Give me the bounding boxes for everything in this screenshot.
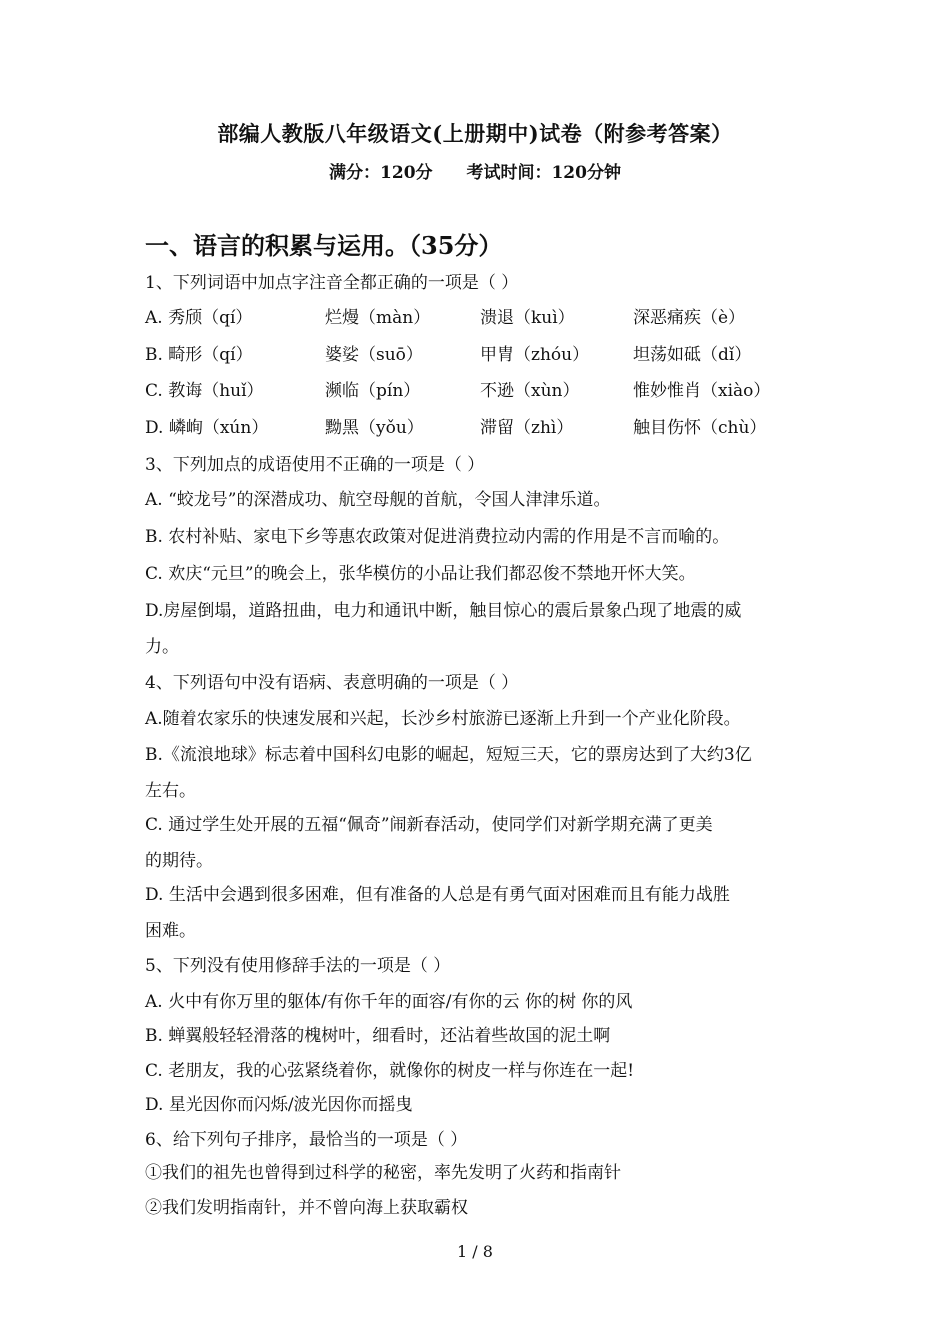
q3-option-d-line1: D.房屋倒塌，道路扭曲，电力和通讯中断，触目惊心的震后景象凸现了地震的威 (145, 601, 742, 621)
q1-c-3: 不逊（xùn） (480, 381, 580, 401)
page-number: 1 / 8 (457, 1242, 493, 1261)
q1-d-4: 触目伤怀（chù） (633, 418, 767, 438)
q1-a-1: A. 秀颀（qí） (145, 308, 253, 328)
q4-option-c-line2: 的期待。 (145, 851, 213, 871)
q4-option-d-line2: 困难。 (145, 921, 196, 941)
q1-a-4: 深恶痛疾（è） (633, 308, 746, 328)
q4-option-d-line1: D. 生活中会遇到很多困难，但有准备的人总是有勇气面对困难而且有能力战胜 (145, 885, 730, 905)
q6-sentence-2: ②我们发明指南针，并不曾向海上获取霸权 (145, 1198, 468, 1218)
q4-option-b-line2: 左右。 (145, 781, 196, 801)
q1-d-1: D. 嶙峋（xún） (145, 418, 269, 438)
q3-option-d-line2: 力。 (145, 637, 179, 657)
q4-option-a: A.随着农家乐的快速发展和兴起，长沙乡村旅游已逐渐上升到一个产业化阶段。 (145, 709, 741, 729)
q4-option-b-line1: B.《流浪地球》标志着中国科幻电影的崛起，短短三天，它的票房达到了大约3亿 (145, 745, 752, 765)
q1-stem: 1、下列词语中加点字注音全都正确的一项是（ ） (145, 273, 519, 293)
q1-d-2: 黝黑（yǒu） (325, 418, 424, 438)
q1-b-2: 婆娑（suō） (325, 345, 423, 365)
q5-option-a: A. 火中有你万里的躯体/有你千年的面容/有你的云 你的树 你的风 (145, 992, 633, 1012)
q1-a-3: 溃退（kuì） (480, 308, 575, 328)
q1-b-4: 坦荡如砥（dǐ） (633, 345, 752, 365)
q5-option-d: D. 星光因你而闪烁/波光因你而摇曳 (145, 1095, 413, 1115)
q6-stem: 6、给下列句子排序，最恰当的一项是（ ） (145, 1130, 468, 1150)
q3-option-b: B. 农村补贴、家电下乡等惠农政策对促进消费拉动内需的作用是不言而喻的。 (145, 527, 730, 547)
q5-option-b: B. 蝉翼般轻轻滑落的槐树叶，细看时，还沾着些故国的泥土啊 (145, 1026, 611, 1046)
section-heading: 一、语言的积累与运用。（35分） (145, 231, 503, 260)
q1-c-2: 濒临（pín） (325, 381, 421, 401)
full-score: 满分：120分 (329, 163, 433, 183)
q1-b-3: 甲胄（zhóu） (480, 345, 590, 365)
q1-c-1: C. 教诲（huǐ） (145, 381, 264, 401)
q3-stem: 3、下列加点的成语使用不正确的一项是（ ） (145, 455, 485, 475)
page-title: 部编人教版八年级语文(上册期中)试卷（附参考答案） (217, 121, 733, 146)
q5-option-c: C. 老朋友，我的心弦紧绕着你，就像你的树皮一样与你连在一起! (145, 1061, 635, 1081)
exam-time: 考试时间：120分钟 (466, 163, 621, 183)
q1-d-3: 滞留（zhì） (480, 418, 574, 438)
q6-sentence-1: ①我们的祖先也曾得到过科学的秘密，率先发明了火药和指南针 (145, 1163, 621, 1183)
q1-b-1: B. 畸形（qí） (145, 345, 253, 365)
q1-a-2: 烂熳（màn） (325, 308, 431, 328)
q1-c-4: 惟妙惟肖（xiào） (633, 381, 771, 401)
q3-option-c: C. 欢庆“元旦”的晚会上，张华模仿的小品让我们都忍俊不禁地开怀大笑。 (145, 564, 696, 584)
q5-stem: 5、下列没有使用修辞手法的一项是（ ） (145, 956, 451, 976)
q4-option-c-line1: C. 通过学生处开展的五福“佩奇”闹新春活动，使同学们对新学期充满了更美 (145, 815, 713, 835)
q3-option-a: A. “蛟龙号”的深潜成功、航空母舰的首航，令国人津津乐道。 (145, 490, 611, 510)
exam-info (0, 158, 950, 183)
q4-stem: 4、下列语句中没有语病、表意明确的一项是（ ） (145, 673, 519, 693)
